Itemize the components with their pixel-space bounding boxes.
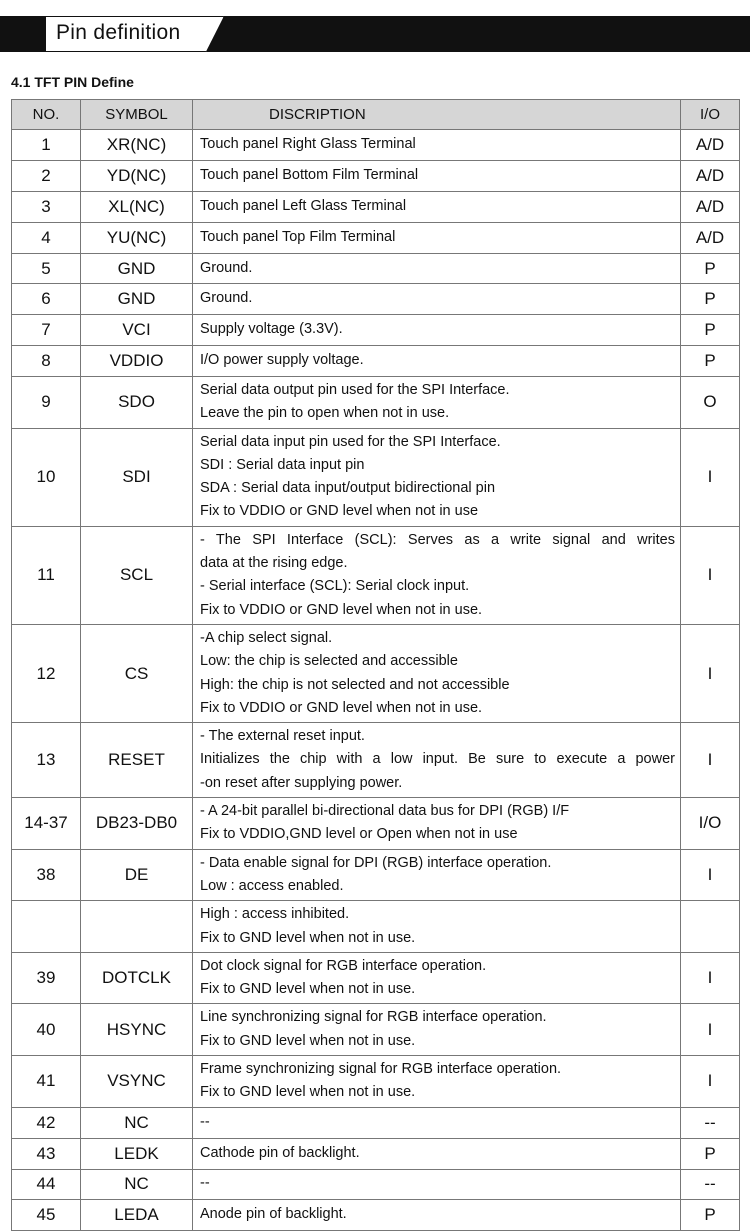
table-row bbox=[12, 1004, 740, 1056]
pin-description bbox=[193, 849, 681, 901]
description-line: - The SPI Interface (SCL): Serves as a write signal and writes bbox=[200, 531, 675, 548]
pin-number: 5 bbox=[12, 254, 81, 284]
pin-symbol: YU(NC) bbox=[81, 223, 193, 254]
pin-io-type: -- bbox=[681, 1107, 740, 1138]
pin-number: 6 bbox=[12, 284, 81, 315]
column-header-description: DISCRIPTION bbox=[193, 100, 681, 130]
description-line: Touch panel Bottom Film Terminal bbox=[200, 167, 419, 184]
pin-io-type: P bbox=[681, 254, 740, 284]
pin-number: 10 bbox=[12, 428, 81, 526]
description-line: Fix to VDDIO or GND level when not in use bbox=[200, 503, 479, 520]
description-line: Fix to VDDIO,GND level or Open when not in use bbox=[200, 826, 518, 843]
description-line: Supply voltage (3.3V). bbox=[200, 321, 343, 338]
pin-symbol: VDDIO bbox=[81, 346, 193, 377]
pin-number: 40 bbox=[12, 1004, 81, 1056]
pin-io-type: -- bbox=[681, 1169, 740, 1199]
pin-description bbox=[193, 1004, 681, 1056]
pin-io-type: P bbox=[681, 1138, 740, 1169]
pin-description bbox=[193, 723, 681, 798]
pin-number: 39 bbox=[12, 952, 81, 1004]
pin-description bbox=[193, 315, 681, 346]
pin-table bbox=[11, 99, 740, 1231]
pin-number: 7 bbox=[12, 315, 81, 346]
description-line: SDA : Serial data input/output bidirectional pin bbox=[200, 480, 496, 497]
pin-description bbox=[193, 130, 681, 161]
pin-io-type: I bbox=[681, 1056, 740, 1108]
pin-description bbox=[193, 624, 681, 722]
description-line: Fix to VDDIO or GND level when not in use. bbox=[200, 699, 483, 716]
table-row bbox=[12, 1056, 740, 1108]
description-line: Initializes the chip with a low input. Be sure to execute a power bbox=[200, 751, 675, 768]
pin-description bbox=[193, 1107, 681, 1138]
pin-io-type: P bbox=[681, 1199, 740, 1230]
pin-description bbox=[193, 428, 681, 526]
pin-number: 45 bbox=[12, 1199, 81, 1230]
description-line: - A 24-bit parallel bi-directional data bus for DPI (RGB) I/F bbox=[200, 803, 570, 820]
table-row bbox=[12, 192, 740, 223]
description-line: - The external reset input. bbox=[200, 728, 365, 745]
pin-number: 12 bbox=[12, 624, 81, 722]
pin-number: 13 bbox=[12, 723, 81, 798]
description-line: High : access inhibited. bbox=[200, 906, 350, 923]
pin-io-type: I bbox=[681, 723, 740, 798]
table-row bbox=[12, 377, 740, 429]
pin-symbol: HSYNC bbox=[81, 1004, 193, 1056]
pin-description bbox=[193, 192, 681, 223]
pin-symbol: SDO bbox=[81, 377, 193, 429]
description-line: -A chip select signal. bbox=[200, 629, 333, 646]
table-row bbox=[12, 130, 740, 161]
pin-number: 2 bbox=[12, 161, 81, 192]
table-row bbox=[12, 849, 740, 901]
pin-symbol: DOTCLK bbox=[81, 952, 193, 1004]
pin-description bbox=[193, 798, 681, 850]
pin-symbol: XR(NC) bbox=[81, 130, 193, 161]
description-line: data at the rising edge. bbox=[200, 555, 348, 572]
pin-symbol: SDI bbox=[81, 428, 193, 526]
pin-symbol: LEDA bbox=[81, 1199, 193, 1230]
pin-number: 1 bbox=[12, 130, 81, 161]
description-line: Low: the chip is selected and accessible bbox=[200, 653, 458, 670]
table-row bbox=[12, 284, 740, 315]
pin-description bbox=[193, 1169, 681, 1199]
description-line: -- bbox=[200, 1113, 210, 1130]
table-row bbox=[12, 798, 740, 850]
pin-number: 41 bbox=[12, 1056, 81, 1108]
pin-description bbox=[193, 254, 681, 284]
pin-number: 4 bbox=[12, 223, 81, 254]
pin-table-body bbox=[12, 130, 740, 1231]
pin-io-type: A/D bbox=[681, 223, 740, 254]
pin-symbol: NC bbox=[81, 1169, 193, 1199]
pin-io-type: O bbox=[681, 377, 740, 429]
table-row bbox=[12, 223, 740, 254]
description-line: - Data enable signal for DPI (RGB) interface operation. bbox=[200, 854, 552, 871]
description-line: Serial data output pin used for the SPI Interface. bbox=[200, 382, 510, 398]
pin-symbol: GND bbox=[81, 254, 193, 284]
description-line: Anode pin of backlight. bbox=[200, 1205, 347, 1222]
table-row bbox=[12, 346, 740, 377]
description-line: High: the chip is not selected and not accessible bbox=[200, 676, 510, 693]
pin-number: 38 bbox=[12, 849, 81, 901]
pin-symbol bbox=[81, 901, 193, 953]
column-header-no: NO. bbox=[12, 100, 81, 130]
pin-symbol: GND bbox=[81, 284, 193, 315]
pin-symbol: XL(NC) bbox=[81, 192, 193, 223]
pin-symbol: NC bbox=[81, 1107, 193, 1138]
pin-io-type: I bbox=[681, 849, 740, 901]
pin-description bbox=[193, 526, 681, 624]
pin-description bbox=[193, 346, 681, 377]
description-line: Touch panel Left Glass Terminal bbox=[200, 198, 407, 215]
table-row bbox=[12, 624, 740, 722]
description-line: Fix to GND level when not in use. bbox=[200, 1032, 416, 1049]
pin-description bbox=[193, 161, 681, 192]
pin-number: 14-37 bbox=[12, 798, 81, 850]
description-line: Fix to GND level when not in use. bbox=[200, 1084, 416, 1101]
column-header-symbol: SYMBOL bbox=[81, 100, 193, 130]
pin-io-type: I/O bbox=[681, 798, 740, 850]
pin-description bbox=[193, 223, 681, 254]
table-row bbox=[12, 428, 740, 526]
pin-number: 3 bbox=[12, 192, 81, 223]
description-line: - Serial interface (SCL): Serial clock input. bbox=[200, 578, 470, 595]
table-row bbox=[12, 254, 740, 284]
pin-number: 44 bbox=[12, 1169, 81, 1199]
pin-io-type: A/D bbox=[681, 161, 740, 192]
pin-io-type: I bbox=[681, 624, 740, 722]
table-row bbox=[12, 1169, 740, 1199]
description-line: Touch panel Right Glass Terminal bbox=[200, 136, 416, 153]
pin-io-type: P bbox=[681, 315, 740, 346]
description-line: Fix to VDDIO or GND level when not in use. bbox=[200, 601, 483, 618]
pin-io-type: I bbox=[681, 952, 740, 1004]
description-line: Fix to GND level when not in use. bbox=[200, 981, 416, 998]
pin-number: 8 bbox=[12, 346, 81, 377]
pin-number: 9 bbox=[12, 377, 81, 429]
table-row bbox=[12, 315, 740, 346]
description-line: -- bbox=[200, 1175, 210, 1192]
pin-description bbox=[193, 1056, 681, 1108]
pin-io-type: P bbox=[681, 284, 740, 315]
column-header-io: I/O bbox=[681, 100, 740, 130]
pin-description bbox=[193, 377, 681, 429]
pin-symbol: DB23-DB0 bbox=[81, 798, 193, 850]
pin-description bbox=[193, 1199, 681, 1230]
description-line: Serial data input pin used for the SPI Interface. bbox=[200, 433, 501, 450]
pin-io-type: P bbox=[681, 346, 740, 377]
description-line: Fix to GND level when not in use. bbox=[200, 929, 416, 946]
description-line: Line synchronizing signal for RGB interface operation. bbox=[200, 1009, 547, 1026]
description-line: Ground. bbox=[200, 259, 253, 276]
description-line: Low : access enabled. bbox=[200, 877, 344, 894]
table-row bbox=[12, 1107, 740, 1138]
pin-symbol: VCI bbox=[81, 315, 193, 346]
description-line: SDI : Serial data input pin bbox=[200, 456, 365, 473]
pin-io-type: I bbox=[681, 428, 740, 526]
pin-io-type: I bbox=[681, 526, 740, 624]
table-row bbox=[12, 1199, 740, 1230]
pin-number: 43 bbox=[12, 1138, 81, 1169]
pin-number: 42 bbox=[12, 1107, 81, 1138]
table-row bbox=[12, 952, 740, 1004]
pin-io-type: A/D bbox=[681, 130, 740, 161]
pin-io-type: I bbox=[681, 1004, 740, 1056]
section-title: 4.1 TFT PIN Define bbox=[11, 74, 134, 90]
description-line: -on reset after supplying power. bbox=[200, 774, 403, 791]
table-row bbox=[12, 1138, 740, 1169]
description-line: Ground. bbox=[200, 290, 253, 307]
pin-description bbox=[193, 901, 681, 953]
pin-number: 11 bbox=[12, 526, 81, 624]
pin-symbol: SCL bbox=[81, 526, 193, 624]
table-header-row bbox=[12, 100, 740, 130]
pin-description bbox=[193, 952, 681, 1004]
description-line: Touch panel Top Film Terminal bbox=[200, 229, 396, 246]
table-row bbox=[12, 723, 740, 798]
pin-description bbox=[193, 284, 681, 315]
description-line: Dot clock signal for RGB interface operation. bbox=[200, 957, 487, 974]
pin-number bbox=[12, 901, 81, 953]
pin-io-type bbox=[681, 901, 740, 953]
pin-symbol: YD(NC) bbox=[81, 161, 193, 192]
pin-description bbox=[193, 1138, 681, 1169]
pin-symbol: DE bbox=[81, 849, 193, 901]
description-line: I/O power supply voltage. bbox=[200, 352, 364, 369]
pin-io-type: A/D bbox=[681, 192, 740, 223]
description-line: Leave the pin to open when not in use. bbox=[200, 405, 450, 422]
banner-title: Pin definition bbox=[56, 21, 181, 44]
description-line: Frame synchronizing signal for RGB interface operation. bbox=[200, 1061, 562, 1078]
description-line: Cathode pin of backlight. bbox=[200, 1144, 360, 1161]
pin-symbol: CS bbox=[81, 624, 193, 722]
table-row bbox=[12, 901, 740, 953]
pin-symbol: RESET bbox=[81, 723, 193, 798]
pin-symbol: LEDK bbox=[81, 1138, 193, 1169]
table-row bbox=[12, 526, 740, 624]
table-row bbox=[12, 161, 740, 192]
pin-symbol: VSYNC bbox=[81, 1056, 193, 1108]
